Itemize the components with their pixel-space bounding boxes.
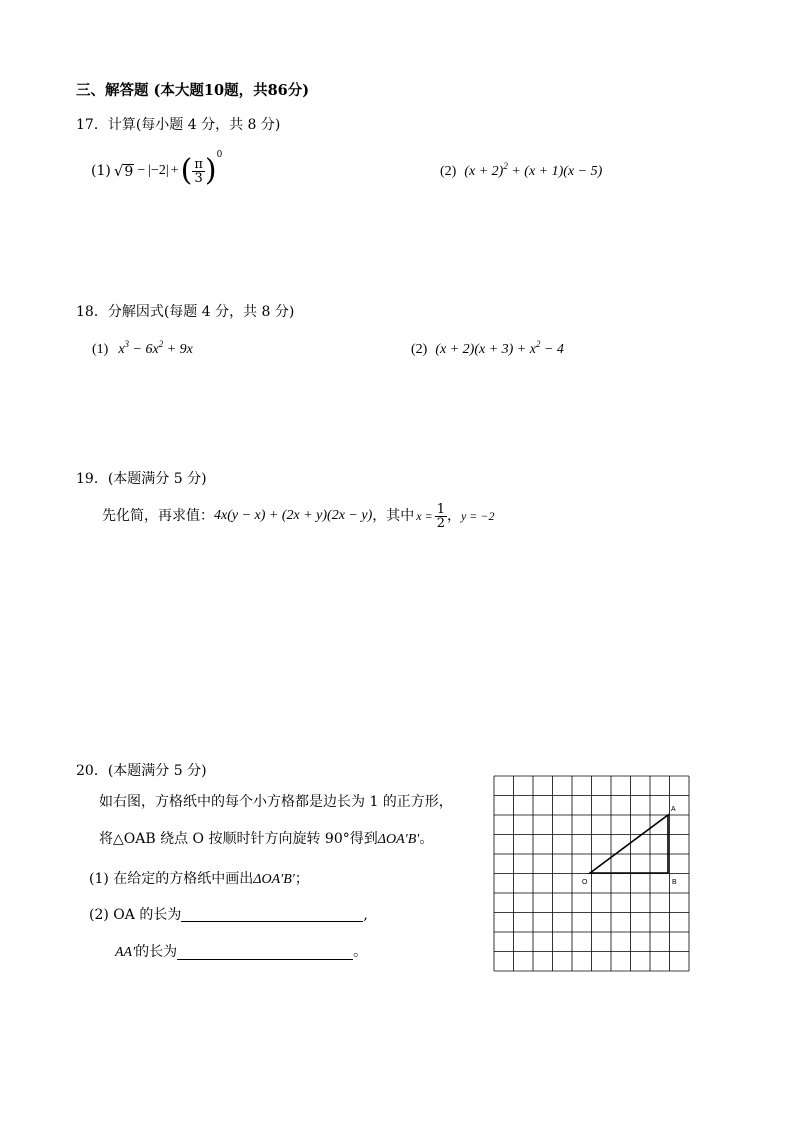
q18-part2	[411, 339, 564, 357]
q20-line2-a: 将△OAB 绕点 O 按顺时针方向旋转 90°得到	[99, 831, 378, 847]
q20-line2-c: 。	[419, 831, 434, 847]
q18-p1-a-exp: 3	[124, 339, 130, 349]
q17-p2-exp: 2	[503, 161, 508, 171]
q19-title: 19．(本题满分 5 分)	[76, 471, 207, 487]
q20-line1: 如右图，方格纸中的每个小方格都是边长为 1 的正方形，	[99, 794, 453, 810]
q17-p1-abs: |−2|	[148, 163, 169, 178]
q20-p3-b: 的长为	[135, 944, 178, 960]
q19-intro: 先化简，再求值：	[102, 508, 214, 524]
q18-p1-c: + 9x	[163, 342, 193, 357]
q20-line2	[99, 832, 433, 847]
three: 3	[194, 170, 203, 186]
q17-p1-exp: 0	[216, 150, 223, 160]
q17-title: 17．计算(每小题 4 分，共 8 分)	[76, 117, 281, 133]
aa-length-blank[interactable]	[177, 947, 353, 960]
q20-part2	[89, 908, 368, 922]
label-b: B	[672, 879, 677, 886]
left-paren: (	[180, 153, 193, 188]
q17-p2-expr-b: + (x + 1)(x − 5)	[507, 164, 603, 179]
q17-p1-sqrt-arg: 9	[124, 163, 134, 180]
q19-where: ，其中	[372, 508, 415, 524]
q19-expr: 4x(y − x) + (2x + y)(2x − y)	[214, 508, 373, 523]
q18-p1-label: (1)	[92, 342, 109, 357]
q20-part3	[115, 945, 367, 960]
q19-body	[102, 500, 495, 532]
q20-part1	[89, 872, 309, 887]
pi: π	[194, 156, 203, 172]
q19-x-eq: x =	[416, 509, 433, 523]
label-o: O	[582, 879, 588, 886]
q20-p2-a: (2) OA 的长为	[89, 907, 182, 923]
q20-p1-b: ΔOA′B′	[253, 872, 295, 887]
q18-p2-label: (2)	[411, 342, 428, 357]
q18-p1-b-exp: 2	[158, 339, 164, 349]
q20-p1-a: (1) 在给定的方格纸中画出	[89, 871, 254, 887]
q18-p2-a-exp: 2	[535, 339, 541, 349]
q20-title: 20．(本题满分 5 分)	[76, 763, 207, 779]
one-half	[435, 503, 447, 530]
half-num: 1	[436, 501, 445, 517]
right-paren: )	[204, 153, 217, 188]
q18-p2-a: (x + 2)(x + 3) + x	[435, 342, 536, 357]
q19-comma: ，	[446, 508, 461, 524]
q18-title: 18．分解因式(每题 4 分，共 8 分)	[76, 304, 295, 320]
q18-p1-b: − 6x	[129, 342, 159, 357]
q20-p2-end: ,	[363, 907, 368, 923]
q17-p1-plus: +	[170, 163, 179, 178]
q17-part2	[440, 161, 603, 179]
q17-part1	[91, 150, 223, 189]
half-den: 2	[436, 515, 445, 531]
q20-p3-end: 。	[353, 944, 368, 960]
q17-p2-expr-a: (x + 2)	[464, 164, 504, 179]
q20-p1-c: ；	[294, 871, 309, 887]
q19-y-eq: y = −2	[460, 509, 495, 523]
q18-p1-a: x	[118, 342, 125, 357]
q17-p1-minus: −	[137, 163, 146, 178]
q18-part1	[92, 339, 193, 357]
sqrt-sign: √	[113, 161, 124, 180]
section-header: 三、解答题 (本大题10题，共86分)	[76, 82, 310, 99]
oa-length-blank[interactable]	[181, 909, 363, 922]
q20-line2-b: ΔOA′B′	[377, 832, 420, 847]
triangle-oab	[590, 815, 668, 873]
pi-over-three	[192, 158, 205, 185]
q20-p3-a: AA′	[115, 945, 136, 960]
grid-figure[interactable]	[492, 774, 692, 974]
q17-p1-label: (1)	[91, 163, 111, 179]
label-a: A	[671, 806, 676, 813]
q18-p2-b: − 4	[540, 342, 564, 357]
q17-p2-label: (2)	[440, 164, 457, 179]
